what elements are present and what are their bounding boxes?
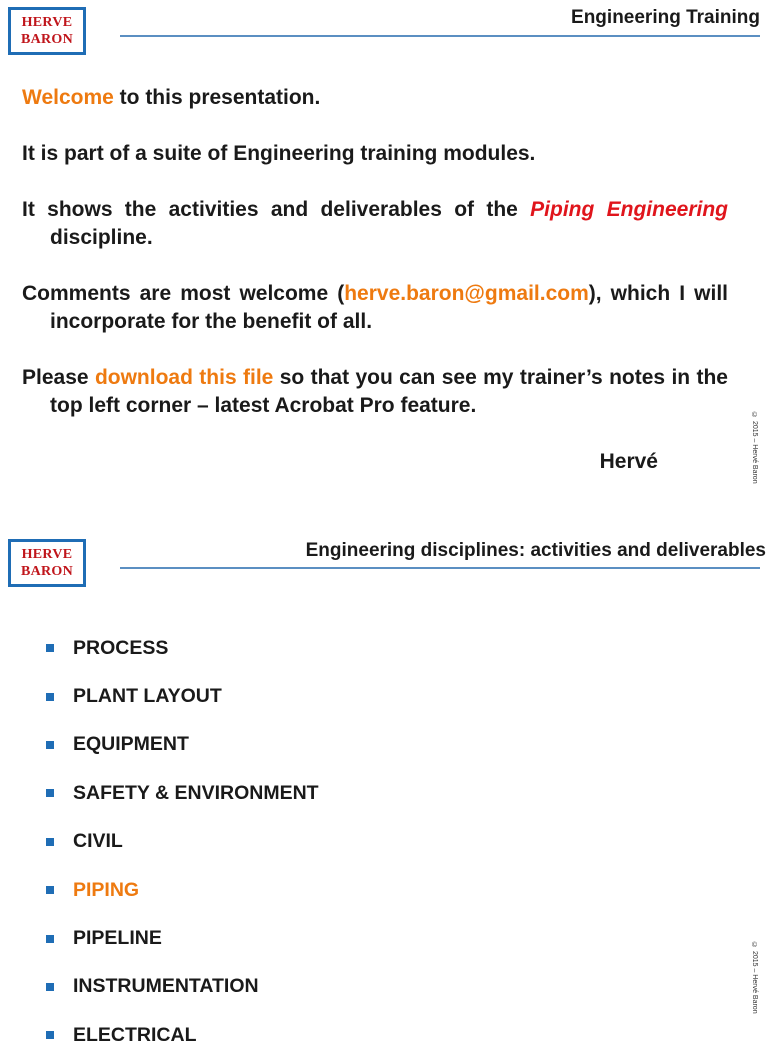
download-file-link[interactable]: download this file xyxy=(94,366,274,389)
herve-baron-logo xyxy=(8,7,86,55)
discipline-item[interactable] xyxy=(46,963,319,1011)
discipline-label: CIVIL xyxy=(73,830,123,853)
welcome-rest: to this presentation. xyxy=(113,86,321,109)
download-text-end: so that you can see my trainer’s notes in the top left corner – latest Acrobat Pro feature. xyxy=(50,366,728,417)
header-divider xyxy=(120,35,760,37)
discipline-item[interactable] xyxy=(46,624,319,672)
discipline-item[interactable] xyxy=(46,818,319,866)
logo-line1: HERVE xyxy=(21,15,73,30)
paragraph-discipline xyxy=(22,196,728,252)
discipline-item[interactable] xyxy=(46,866,319,914)
paragraph-comments xyxy=(22,280,728,336)
discipline-label: ELECTRICAL xyxy=(73,1023,197,1046)
herve-baron-logo xyxy=(8,539,86,587)
discipline-list xyxy=(46,624,319,1060)
slide-title: Engineering disciplines: activities and deliverables xyxy=(305,540,766,561)
copyright-notice: © 2015 – Hervé Baron xyxy=(751,412,758,484)
comments-text-end: ), which I will incorporate for the benefit of all. xyxy=(50,282,728,333)
discipline-text-end: discipline. xyxy=(50,226,153,249)
discipline-label: SAFETY & ENVIRONMENT xyxy=(73,781,319,804)
discipline-label: PIPING xyxy=(73,878,140,901)
email-link[interactable]: herve.baron@gmail.com xyxy=(344,282,589,305)
copyright-notice: © 2015 – Hervé Baron xyxy=(751,942,758,1014)
discipline-label: PROCESS xyxy=(73,636,169,659)
welcome-body xyxy=(22,84,728,448)
slide-welcome xyxy=(0,0,768,512)
discipline-label: EQUIPMENT xyxy=(73,733,189,756)
discipline-label: INSTRUMENTATION xyxy=(73,975,259,998)
logo-line2: BARON xyxy=(20,32,74,47)
slide-title: Engineering Training xyxy=(571,7,760,28)
square-bullet-icon xyxy=(46,693,54,701)
discipline-item[interactable] xyxy=(46,721,319,769)
slide-disciplines xyxy=(0,512,768,1046)
paragraph-download xyxy=(22,364,728,420)
paragraph-suite: It is part of a suite of Engineering training modules. xyxy=(22,142,536,165)
piping-engineering-highlight: Piping Engineering xyxy=(530,198,728,221)
square-bullet-icon xyxy=(46,741,54,749)
square-bullet-icon xyxy=(46,983,54,991)
welcome-word: Welcome xyxy=(22,86,114,109)
discipline-item[interactable] xyxy=(46,769,319,817)
discipline-label: PLANT LAYOUT xyxy=(73,685,222,708)
paragraph-welcome xyxy=(22,84,728,112)
discipline-item[interactable] xyxy=(46,672,319,720)
discipline-label: PIPELINE xyxy=(73,927,162,950)
square-bullet-icon xyxy=(46,886,54,894)
comments-text-start: Comments are most welcome ( xyxy=(22,282,345,305)
square-bullet-icon xyxy=(46,789,54,797)
logo-line2: BARON xyxy=(20,564,74,579)
header-divider xyxy=(120,567,760,569)
discipline-text-start: It shows the activities and deliverables of the xyxy=(22,198,531,221)
logo-line1: HERVE xyxy=(21,547,73,562)
signature: Hervé xyxy=(599,450,658,473)
discipline-item[interactable] xyxy=(46,914,319,962)
discipline-item[interactable] xyxy=(46,1011,319,1059)
square-bullet-icon xyxy=(46,838,54,846)
square-bullet-icon xyxy=(46,644,54,652)
square-bullet-icon xyxy=(46,935,54,943)
square-bullet-icon xyxy=(46,1031,54,1039)
download-text-start: Please xyxy=(22,366,95,389)
